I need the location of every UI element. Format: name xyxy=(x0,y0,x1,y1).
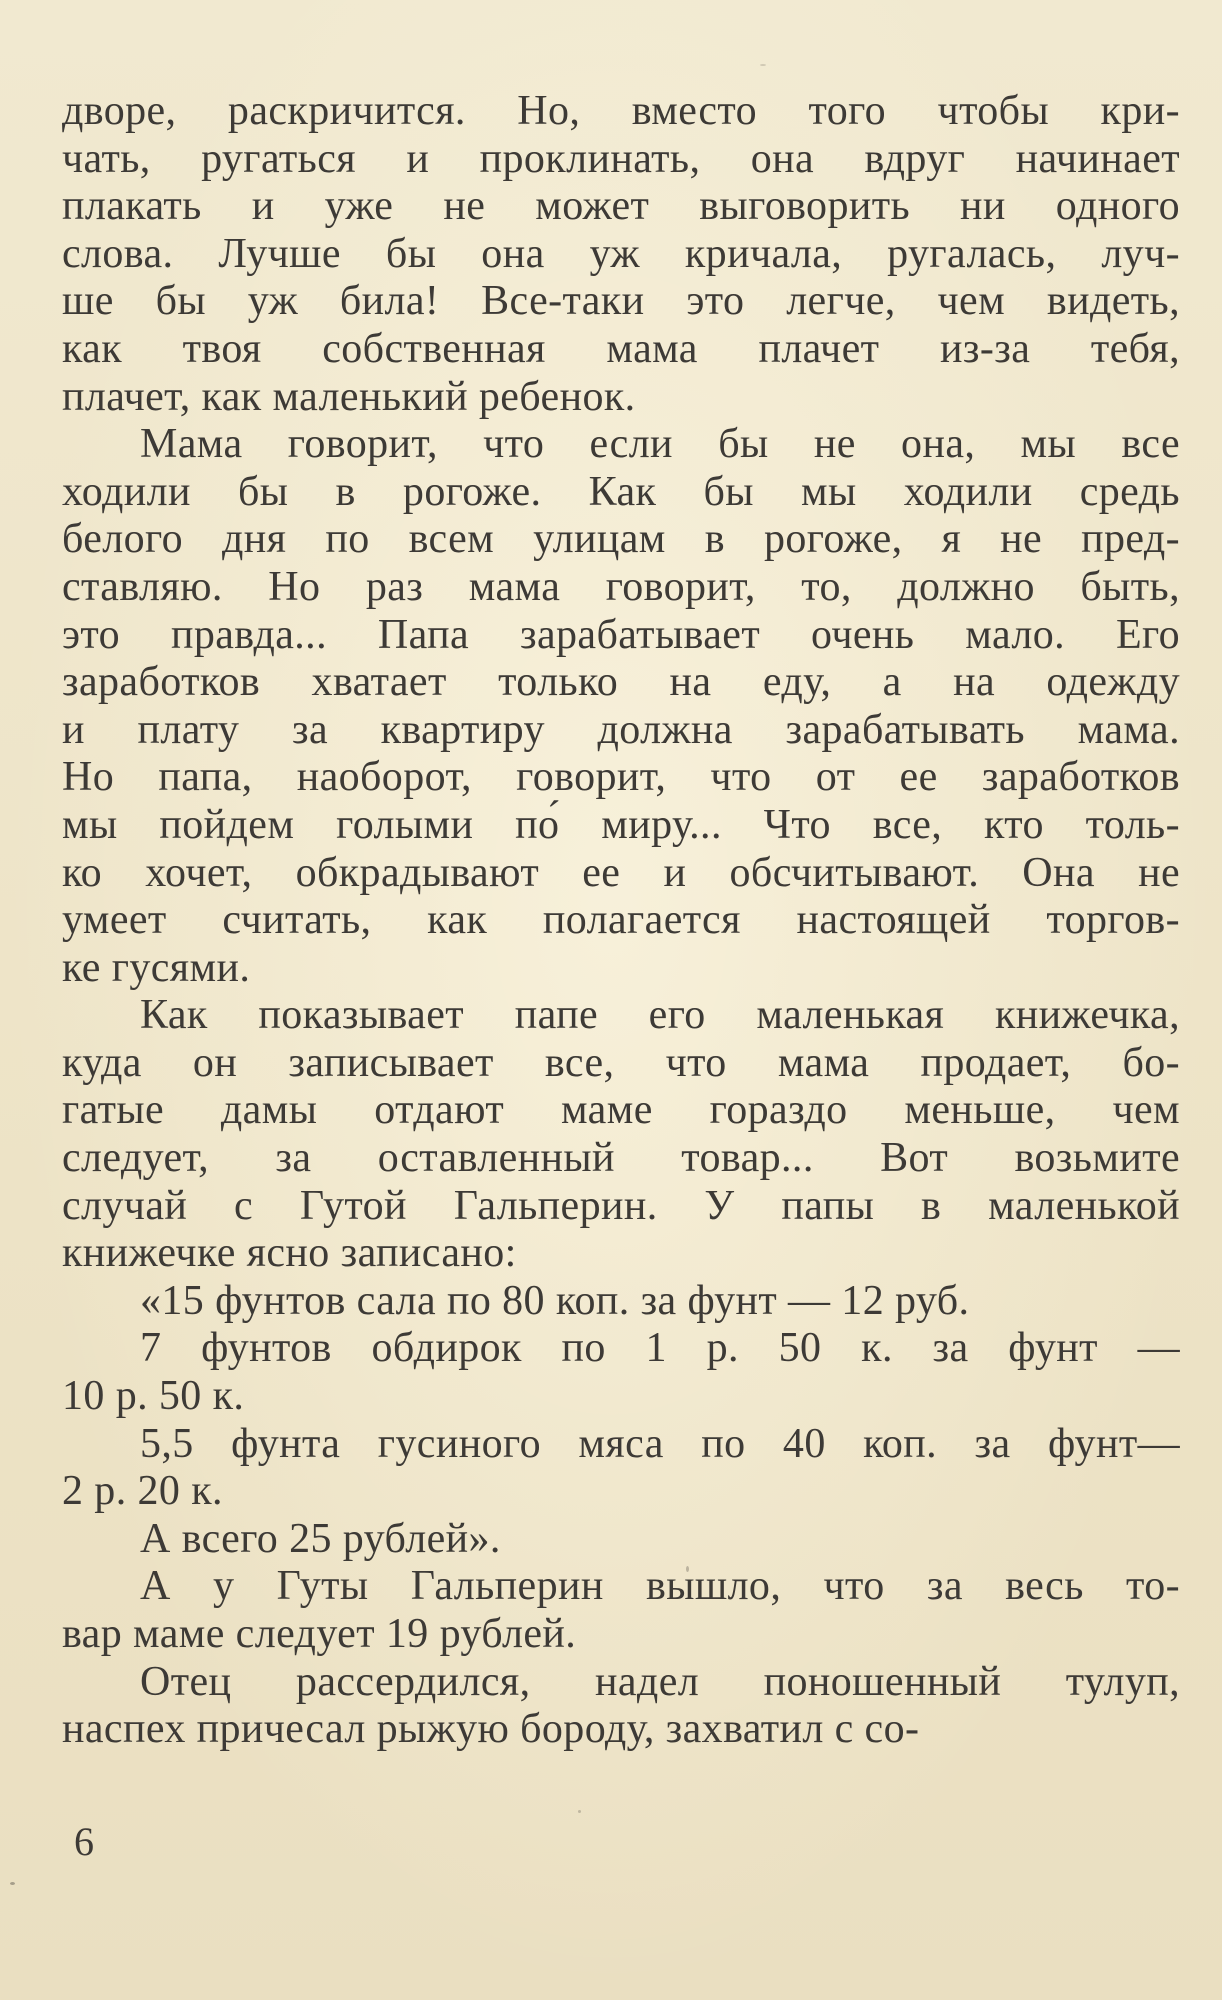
text-line: книжечке ясно записано: xyxy=(62,1230,517,1277)
page-text xyxy=(62,88,1180,1754)
print-speck xyxy=(686,1566,689,1572)
text-line: наспех причесал рыжую бороду, захватил с со- xyxy=(62,1706,920,1753)
text-line: куда он записывает все, что мама продает, бо- xyxy=(62,1039,1180,1086)
text-line: 2 р. 20 к. xyxy=(62,1468,223,1515)
text-line: Отец рассердился, надел поношенный тулуп, xyxy=(140,1658,1180,1705)
text-line: плакать и уже не может выговорить ни одного xyxy=(62,183,1180,230)
text-line: 7 фунтов обдирок по 1 р. 50 к. за фунт — xyxy=(140,1325,1180,1372)
print-speck xyxy=(10,1882,15,1885)
text-line: 5,5 фунта гусиного мяса по 40 коп. за фунт— xyxy=(140,1420,1180,1467)
text-line: умеет считать, как полагается настоящей торгов- xyxy=(62,897,1180,944)
text-line: заработков хватает только на еду, а на одежду xyxy=(62,659,1180,706)
page-number: 6 xyxy=(74,1819,94,1864)
print-speck xyxy=(578,1810,581,1813)
text-line: А у Гуты Гальперин вышло, что за весь то- xyxy=(140,1563,1180,1610)
text-line: и плату за квартиру должна зарабатывать мама. xyxy=(62,706,1180,753)
text-line: ко хочет, обкрадывают ее и обсчитывают. Она не xyxy=(62,849,1180,896)
text-line: вар маме следует 19 рублей. xyxy=(62,1611,577,1657)
text-line: «15 фунтов сала по 80 коп. за фунт — 12 руб. xyxy=(140,1277,970,1324)
text-line: плачет, как маленький ребенок. xyxy=(62,373,636,420)
text-line: А всего 25 рублей». xyxy=(140,1515,501,1562)
text-line: ставляю. Но раз мама говорит, то, должно быть, xyxy=(62,563,1180,610)
text-line: ходили бы в рогоже. Как бы мы ходили средь xyxy=(62,468,1180,515)
text-line: случай с Гутой Гальперин. У папы в маленькой xyxy=(62,1182,1180,1229)
text-line: 10 р. 50 к. xyxy=(62,1373,245,1420)
text-line: белого дня по всем улицам в рогоже, я не пред- xyxy=(62,516,1180,563)
print-speck xyxy=(760,64,766,66)
text-line: следует, за оставленный товар... Вот возьмите xyxy=(62,1135,1180,1182)
text-line: гатые дамы отдают маме гораздо меньше, чем xyxy=(62,1087,1180,1134)
text-line: это правда... Папа зарабатывает очень мало. Его xyxy=(62,611,1180,658)
text-line: Мама говорит, что если бы не она, мы все xyxy=(140,421,1180,468)
text-line: Но папа, наоборот, говорит, что от ее заработков xyxy=(62,754,1180,801)
text-line: как твоя собственная мама плачет из-за тебя, xyxy=(62,325,1180,372)
text-line: ше бы уж била! Все-таки это легче, чем видеть, xyxy=(62,278,1180,325)
text-line: чать, ругаться и проклинать, она вдруг начинает xyxy=(62,135,1180,182)
text-line: ке гусями. xyxy=(62,944,251,991)
text-line: дворе, раскричится. Но, вместо того чтобы кри- xyxy=(62,88,1180,134)
text-line: слова. Лучше бы она уж кричала, ругалась, луч- xyxy=(62,230,1180,277)
text-line: Как показывает папе его маленькая книжечка, xyxy=(140,992,1180,1039)
text-line: мы пойдем голыми по́ миру... Что все, кто толь- xyxy=(62,801,1180,848)
